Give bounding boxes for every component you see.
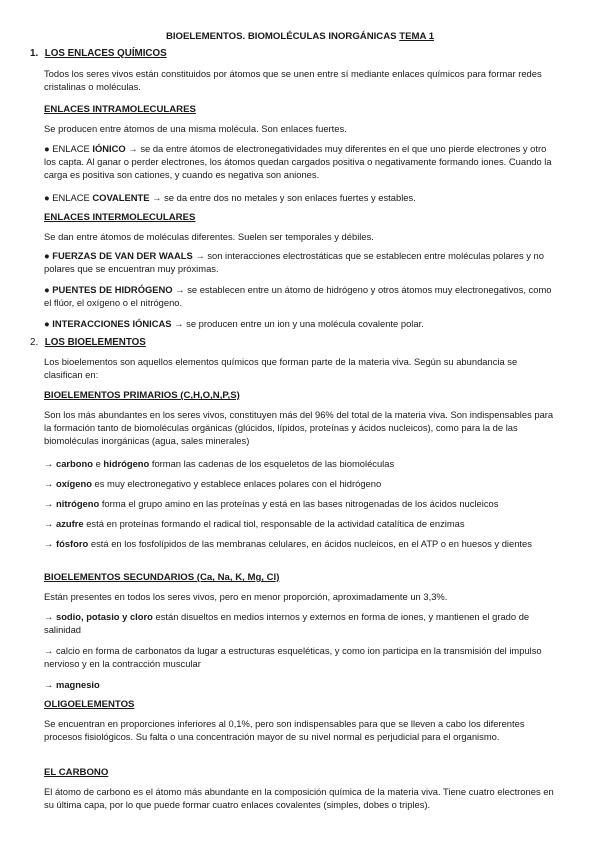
- ionico-bullet: ● ENLACE IÓNICO → se da entre átomos de electronegatividades muy diferentes en el que uno pierde electrones y otro los capta. Al ganar o perder electrones, los átomos quedan cargados positiva o negativamente formando iones. Cuando la carga es positiva son cationes, y cuando es negativa son aniones.: [44, 143, 552, 180]
- s1-intro: Todos los seres vivos están constituidos por átomos que se unen entre sí mediante enlaces químicos para formar redes cristalinas o moléculas.: [44, 68, 542, 92]
- puentes-bullet: ● PUENTES DE HIDRÓGENO → se establecen entre un átomo de hidrógeno y otros átomos muy electronegativos, como el flúor, el oxígeno o el nitrógeno.: [44, 284, 552, 308]
- fosforo-item: → fósforo está en los fosfolípidos de las membranas celulares, en ácidos nucleicos, en el ATP o en huesos y dientes: [44, 538, 532, 549]
- tema-label: TEMA 1: [399, 31, 435, 42]
- azufre-item: → azufre está en proteínas formando el radical tiol, responsable de la actividad catalítica de enzimas: [44, 518, 465, 529]
- title-text: BIOELEMENTOS. BIOMOLÉCULAS INORGÁNICAS: [165, 31, 397, 42]
- section-1-heading: 1. LOS ENLACES QUÍMICOS: [30, 48, 167, 59]
- carbono-item: → carbono e hidrógeno forman las cadenas de los esqueletos de las biomoléculas: [44, 458, 395, 469]
- ionicas-bullet: ● INTERACCIONES IÓNICAS → se producen entre un ion y una molécula covalente polar.: [44, 318, 424, 329]
- oligo-text: Se encuentran en proporciones inferiores al 0,1%, pero son indispensables para que se lleven a cabo los diferentes procesos fisiológicos. Su falta o una concentración mayor de su nivel normal es perjudicial para el organismo.: [44, 718, 525, 742]
- inter-heading: ENLACES INTERMOLECULARES: [44, 212, 196, 223]
- oligo-heading: OLIGOELEMENTOS: [44, 699, 135, 710]
- nitrogeno-item: → nitrógeno forma el grupo amino en las proteínas y está en las bases nitrogenadas de los ácidos nucleicos: [44, 498, 499, 509]
- primarios-text: Son los más abundantes en los seres vivos, constituyen más del 96% del total de la materia viva. Son indispensables para la formación tanto de biomoléculas orgánicas (glúcidos, lípidos, proteínas y ácidos nucleicos), como para la de las biomoléculas inorgánicas (agua, sales minerales): [44, 409, 554, 446]
- intra-heading: ENLACES INTRAMOLECULARES: [44, 104, 196, 115]
- sodio-item: → sodio, potasio y cloro están disueltos en medios internos y externos en forma de iones, y mantienen el grado de salinidad: [44, 611, 530, 635]
- document-title: [0, 30, 600, 43]
- s2-intro: Los bioelementos son aquellos elementos químicos que forman parte de la materia viva. Según su abundancia se clasifican en:: [44, 356, 518, 380]
- intra-text: Se producen entre átomos de una misma molécula. Son enlaces fuertes.: [44, 123, 347, 134]
- secundarios-heading: BIOELEMENTOS SECUNDARIOS (Ca, Na, K, Mg, Cl): [44, 572, 280, 583]
- inter-text: Se dan entre átomos de moléculas diferentes. Suelen ser temporales y débiles.: [44, 231, 374, 242]
- el-carbono-heading: EL CARBONO: [44, 767, 109, 778]
- secundarios-text: Están presentes en todos los seres vivos, pero en menor proporción, aproximadamente un 3,3%.: [44, 591, 448, 602]
- calcio-item: → calcio en forma de carbonatos da lugar a estructuras esqueléticas, y como ion participa en la transmisión del impulso nervioso y en la contracción muscular: [44, 645, 542, 669]
- magnesio-item: → magnesio: [44, 679, 100, 690]
- vdw-bullet: ● FUERZAS DE VAN DER WAALS → son interacciones electrostáticas que se establecen entre moléculas polares y no polares que se encuentran muy próximas.: [44, 250, 544, 274]
- covalente-bullet: ● ENLACE COVALENTE → se da entre dos no metales y son enlaces fuertes y estables.: [44, 192, 416, 203]
- oxigeno-item: → oxígeno es muy electronegativo y establece enlaces polares con el hidrógeno: [44, 478, 382, 489]
- section-2-heading: 2. LOS BIOELEMENTOS: [30, 337, 146, 348]
- el-carbono-text: El átomo de carbono es el átomo más abundante en la composición química de la materia viva. Tiene cuatro electrones en su última capa, por lo que puede formar cuatro enlaces covalentes (simples, dobes o triples).: [44, 786, 554, 810]
- primarios-heading: BIOELEMENTOS PRIMARIOS (C,H,O,N,P,S): [44, 390, 240, 401]
